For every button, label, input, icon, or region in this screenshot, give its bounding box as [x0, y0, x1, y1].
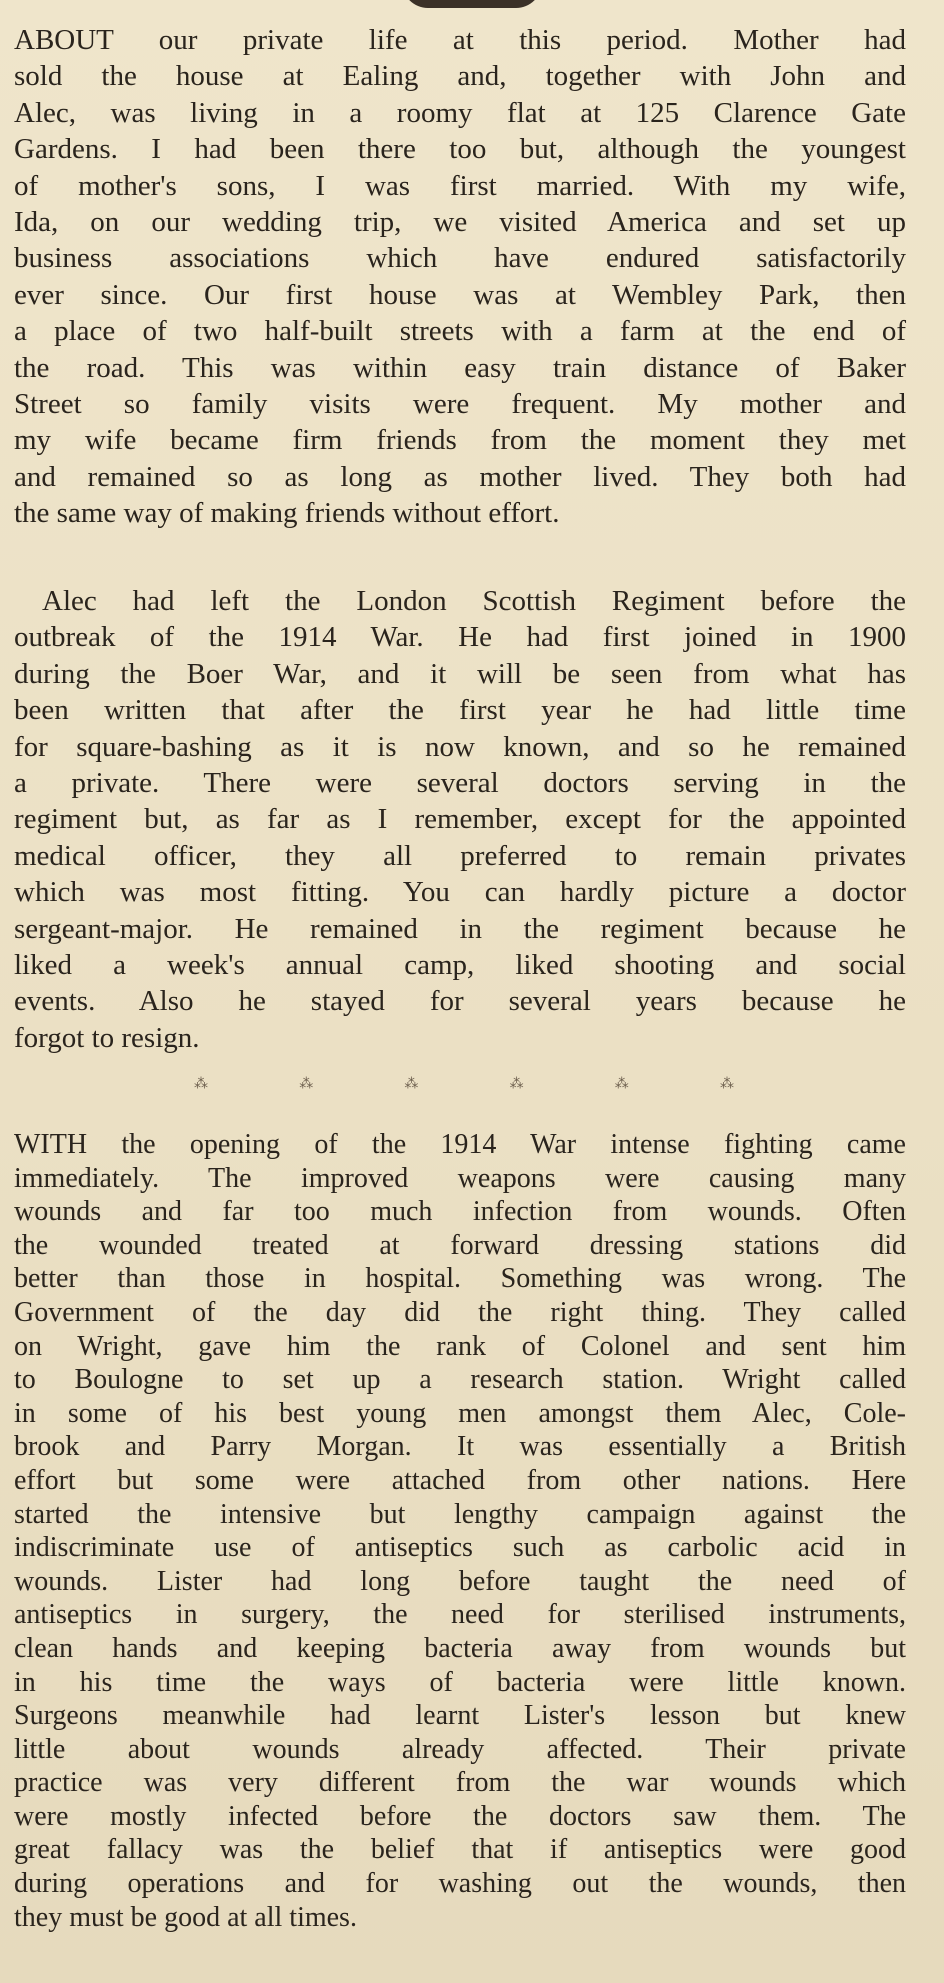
text-line: Street so family visits were frequent. My mother and [14, 388, 906, 421]
text-line: and remained so as long as mother lived. They both had [14, 460, 906, 493]
text-line: been written that after the first year he had little time [14, 694, 906, 727]
text-line: events. Also he stayed for several years because he [14, 985, 906, 1018]
text-line: were mostly infected before the doctors saw them. The [14, 1800, 906, 1832]
text-line: sold the house at Ealing and, together with John and [14, 60, 906, 93]
text-line: the same way of making friends without effort. [14, 497, 560, 530]
text-line: wounds and far too much infection from wounds. Often [14, 1196, 906, 1228]
text-line: to Boulogne to set up a research station. Wright called [14, 1364, 906, 1396]
text-line: outbreak of the 1914 War. He had first joined in 1900 [14, 621, 906, 654]
text-line: started the intensive but lengthy campaign against the [14, 1498, 906, 1530]
text-line: immediately. The improved weapons were causing many [14, 1162, 906, 1194]
text-line: wounds. Lister had long before taught the need of [14, 1565, 906, 1597]
text-line: great fallacy was the belief that if antiseptics were good [14, 1834, 906, 1866]
paragraph-2 [14, 583, 906, 1056]
text-line: clean hands and keeping bacteria away from wounds but [14, 1632, 906, 1664]
text-line: in his time the ways of bacteria were little known. [14, 1666, 906, 1698]
text-line: Gardens. I had been there too but, although the youngest [14, 133, 906, 166]
text-line: regiment but, as far as I remember, except for the appointed [14, 803, 906, 836]
text-line: a place of two half-built streets with a farm at the end of [14, 315, 906, 348]
text-line: liked a week's annual camp, liked shooting and social [14, 949, 906, 982]
text-line: my wife became firm friends from the moment they met [14, 424, 906, 457]
text-line: during operations and for washing out the wounds, then [14, 1868, 906, 1900]
text-line: forgot to resign. [14, 1021, 200, 1054]
text-line: a private. There were several doctors serving in the [14, 767, 906, 800]
text-line: business associations which have endured satisfactorily [14, 242, 906, 275]
text-line: brook and Parry Morgan. It was essentially a British [14, 1431, 906, 1463]
text-line: Alec, was living in a roomy flat at 125 Clarence Gate [14, 96, 906, 129]
text-line: they must be good at all times. [14, 1901, 357, 1933]
text-line: in some of his best young men amongst them Alec, Cole- [14, 1397, 906, 1429]
divider-glyph: ⁂ [194, 1076, 208, 1092]
text-line: of mother's sons, I was first married. With my wife, [14, 169, 906, 202]
text-line: WITH the opening of the 1914 War intense fighting came [14, 1129, 906, 1160]
top-ornament [402, 0, 542, 8]
text-line: during the Boer War, and it will be seen from what has [14, 657, 906, 690]
section-divider [194, 1076, 734, 1094]
divider-glyph: ⁂ [719, 1076, 734, 1092]
text-line: which was most fitting. You can hardly picture a doctor [14, 876, 906, 909]
paragraph-1 [14, 22, 906, 532]
text-line: ABOUT our private life at this period. Mother had [14, 24, 906, 56]
text-line: medical officer, they all preferred to remain privates [14, 839, 906, 872]
text-line: little about wounds already affected. Their private [14, 1733, 906, 1765]
text-line: Ida, on our wedding trip, we visited America and set up [14, 206, 906, 239]
paragraph-3 [14, 1128, 906, 1934]
divider-glyph: ⁂ [299, 1076, 314, 1092]
divider-glyph: ⁂ [614, 1076, 629, 1092]
text-line: antiseptics in surgery, the need for sterilised instruments, [14, 1599, 906, 1631]
divider-glyph: ⁂ [404, 1076, 419, 1092]
text-line: Alec had left the London Scottish Regiment before the [42, 585, 906, 617]
divider-glyph: ⁂ [509, 1076, 524, 1092]
text-line: Surgeons meanwhile had learnt Lister's lesson but knew [14, 1700, 906, 1732]
text-line: better than those in hospital. Something was wrong. The [14, 1263, 906, 1295]
text-line: on Wright, gave him the rank of Colonel and sent him [14, 1330, 906, 1362]
text-line: ever since. Our first house was at Wembley Park, then [14, 278, 906, 311]
text-line: effort but some were attached from other nations. Here [14, 1464, 906, 1496]
text-line: Government of the day did the right thing. They called [14, 1296, 906, 1328]
text-line: for square-bashing as it is now known, and so he remained [14, 730, 906, 763]
text-line: practice was very different from the war wounds which [14, 1767, 906, 1799]
text-line: indiscriminate use of antiseptics such as carbolic acid in [14, 1532, 906, 1564]
text-line: the road. This was within easy train distance of Baker [14, 351, 906, 384]
text-line: sergeant-major. He remained in the regiment because he [14, 912, 906, 945]
text-line: the wounded treated at forward dressing stations did [14, 1229, 906, 1261]
